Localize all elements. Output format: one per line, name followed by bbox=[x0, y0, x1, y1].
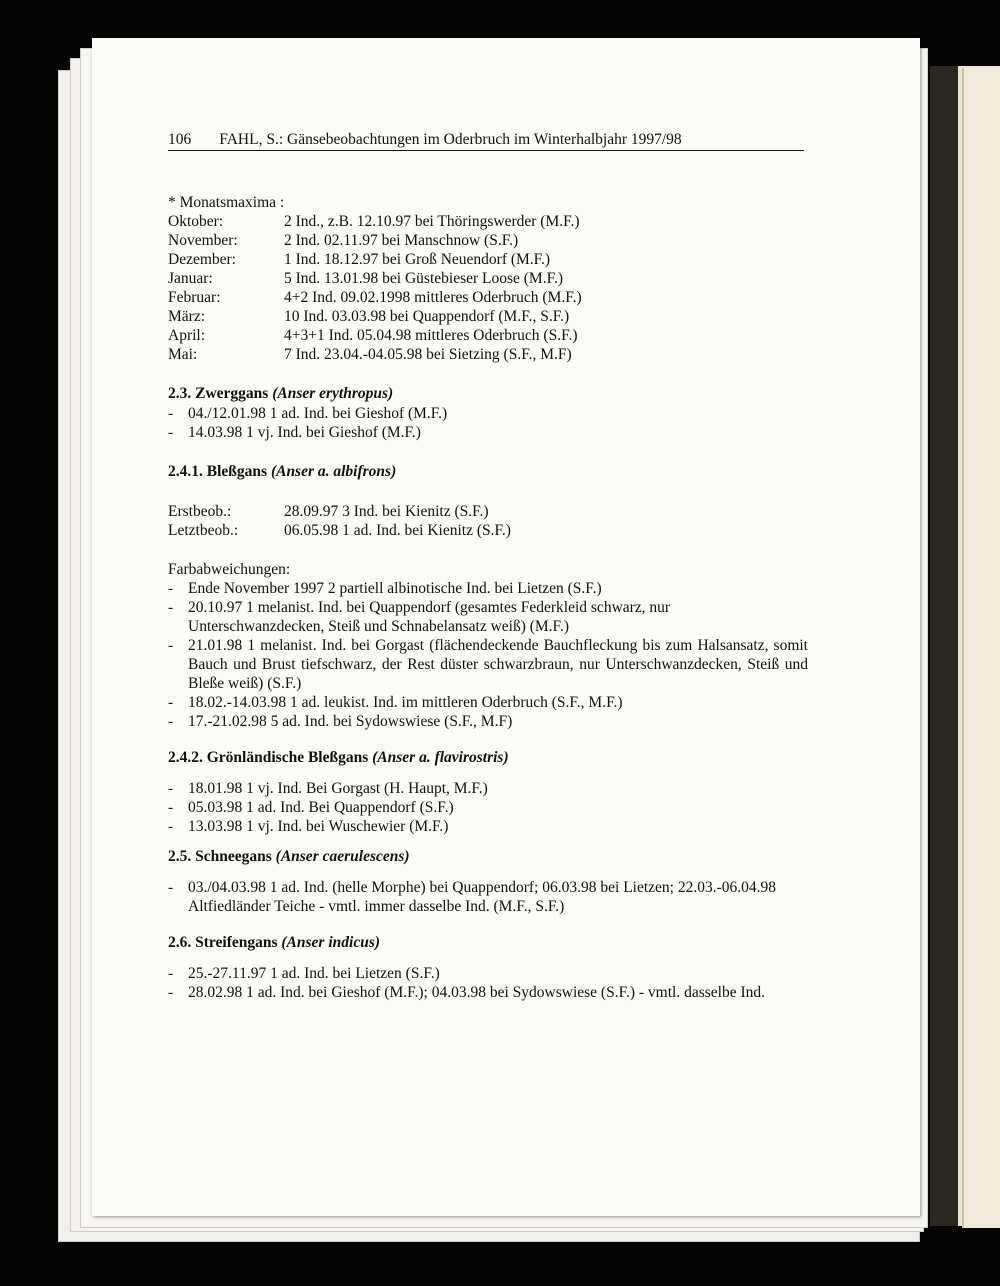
erstbeob-row bbox=[168, 502, 808, 521]
monatsmaxima-row bbox=[168, 307, 808, 326]
heading-latin: (Anser a. flavirostris) bbox=[372, 749, 509, 766]
monatsmaxima-row bbox=[168, 269, 808, 288]
month-text: 2 Ind. 02.11.97 bei Manschnow (S.F.) bbox=[284, 232, 519, 249]
list-item: - 18.02.-14.03.98 1 ad. leukist. Ind. im mittleren Oderbruch (S.F., M.F.) bbox=[168, 694, 623, 711]
erstbeob-text: 28.09.97 3 Ind. bei Kienitz (S.F.) bbox=[284, 503, 489, 520]
monatsmaxima-row bbox=[168, 250, 808, 269]
item-text: 04./12.01.98 1 ad. Ind. bei Gieshof (M.F.) bbox=[188, 405, 448, 422]
item-text: 13.03.98 1 vj. Ind. bei Wuschewier (M.F.) bbox=[188, 818, 449, 835]
erstbeob-label: Erstbeob.: bbox=[168, 503, 232, 520]
month-text: 7 Ind. 23.04.-04.05.98 bei Sietzing (S.F., M.F) bbox=[284, 346, 572, 363]
month-text: 4+2 Ind. 09.02.1998 mittleres Oderbruch (M.F.) bbox=[284, 289, 582, 306]
monatsmaxima-row bbox=[168, 288, 808, 307]
month-label: Januar: bbox=[168, 270, 213, 287]
section-heading-2-6 bbox=[168, 933, 808, 953]
heading-latin: (Anser indicus) bbox=[281, 934, 381, 951]
month-text: 2 Ind., z.B. 12.10.97 bei Thöringswerder (M.F.) bbox=[284, 213, 580, 230]
month-label: Oktober: bbox=[168, 213, 224, 230]
monatsmaxima-row bbox=[168, 231, 808, 250]
month-text: 1 Ind. 18.12.97 bei Groß Neuendorf (M.F.) bbox=[284, 251, 551, 268]
list-item: - 04./12.01.98 1 ad. Ind. bei Gieshof (M.F.) bbox=[168, 405, 448, 422]
header-title: FAHL, S.: Gänsebeobachtungen im Oderbruch im Winterhalbjahr 1997/98 bbox=[219, 131, 682, 148]
page-number: 106 bbox=[168, 131, 192, 148]
list-item: - 14.03.98 1 vj. Ind. bei Gieshof (M.F.) bbox=[168, 424, 421, 441]
letztbeob-text: 06.05.98 1 ad. Ind. bei Kienitz (S.F.) bbox=[284, 522, 511, 539]
month-label: März: bbox=[168, 308, 206, 325]
month-text: 5 Ind. 13.01.98 bei Güstebieser Loose (M.F.) bbox=[284, 270, 564, 287]
list-item: - 05.03.98 1 ad. Ind. Bei Quappendorf (S.F.) bbox=[168, 799, 454, 816]
list-item: - 13.03.98 1 vj. Ind. bei Wuschewier (M.F.) bbox=[168, 818, 449, 835]
list-item: - 21.01.98 1 melanist. Ind. bei Gorgast (flächendeckende Bauchfleckung bis zum Halsansatz, somit Bauch und Brust tiefschwarz, der Rest düster schwarzbraun, nur Unterschwanzdecken, Steiß und Bleße weiß) (S.F.) bbox=[168, 637, 808, 692]
list-item: - 28.02.98 1 ad. Ind. bei Gieshof (M.F.); 04.03.98 bei Sydowswiese (S.F.) - vmtl. dasselbe Ind. bbox=[168, 984, 765, 1001]
month-label: Mai: bbox=[168, 346, 198, 363]
heading-text: 2.4.2. Grönländische Bleßgans bbox=[168, 749, 369, 766]
heading-text: 2.5. Schneegans bbox=[168, 848, 272, 865]
list-item: - 03./04.03.98 1 ad. Ind. (helle Morphe) bei Quappendorf; 06.03.98 bei Lietzen; 22.03.-06.04.98 Altfiedländer Teiche - vmtl. immer dasselbe Ind. (M.F., S.F.) bbox=[168, 879, 777, 915]
month-text: 4+3+1 Ind. 05.04.98 mittleres Oderbruch (S.F.) bbox=[284, 327, 578, 344]
heading-text: 2.6. Streifengans bbox=[168, 934, 278, 951]
item-text: 17.-21.02.98 5 ad. Ind. bei Sydowswiese (S.F., M.F) bbox=[188, 713, 513, 730]
month-text: 10 Ind. 03.03.98 bei Quappendorf (M.F., S.F.) bbox=[284, 308, 570, 325]
item-text: 05.03.98 1 ad. Ind. Bei Quappendorf (S.F.) bbox=[188, 799, 454, 816]
item-text: 28.02.98 1 ad. Ind. bei Gieshof (M.F.); 04.03.98 bei Sydowswiese (S.F.) - vmtl. dasselbe Ind. bbox=[188, 984, 765, 1001]
month-label: Februar: bbox=[168, 289, 221, 306]
item-text: 25.-27.11.97 1 ad. Ind. bei Lietzen (S.F.) bbox=[188, 965, 440, 982]
section-heading-2-3 bbox=[168, 384, 808, 404]
item-text: 18.02.-14.03.98 1 ad. leukist. Ind. im mittleren Oderbruch (S.F., M.F.) bbox=[188, 694, 623, 711]
item-text: Ende November 1997 2 partiell albinotische Ind. bei Lietzen (S.F.) bbox=[188, 580, 602, 597]
monatsmaxima-row bbox=[168, 326, 808, 345]
item-text: 14.03.98 1 vj. Ind. bei Gieshof (M.F.) bbox=[188, 424, 421, 441]
section-heading-2-4-2 bbox=[168, 748, 808, 768]
heading-latin: (Anser erythropus) bbox=[272, 385, 394, 402]
heading-text: 2.4.1. Bleßgans bbox=[168, 463, 268, 480]
list-item: - Ende November 1997 2 partiell albinotische Ind. bei Lietzen (S.F.) bbox=[168, 580, 602, 597]
list-item: - 18.01.98 1 vj. Ind. Bei Gorgast (H. Haupt, M.F.) bbox=[168, 780, 488, 797]
list-item: - 17.-21.02.98 5 ad. Ind. bei Sydowswiese (S.F., M.F) bbox=[168, 713, 513, 730]
page-content bbox=[168, 130, 808, 1002]
list-item: - 25.-27.11.97 1 ad. Ind. bei Lietzen (S.F.) bbox=[168, 965, 440, 982]
section-heading-2-4-1 bbox=[168, 462, 808, 482]
item-text: 18.01.98 1 vj. Ind. Bei Gorgast (H. Haupt, M.F.) bbox=[188, 780, 488, 797]
month-label: Dezember: bbox=[168, 251, 236, 268]
heading-text: 2.3. Zwerggans bbox=[168, 385, 269, 402]
month-label: April: bbox=[168, 327, 206, 344]
facing-page-edge bbox=[962, 68, 1000, 1228]
item-text: 20.10.97 1 melanist. Ind. bei Quappendorf (gesamtes Federkleid schwarz, nur Unterschwanzdecken, Steiß und Schnabelansatz weiß) (M.F.) bbox=[188, 599, 671, 635]
letztbeob-label: Letztbeob.: bbox=[168, 522, 239, 539]
month-label: November: bbox=[168, 232, 238, 249]
monatsmaxima-row bbox=[168, 345, 808, 364]
heading-latin: (Anser a. albifrons) bbox=[270, 463, 397, 480]
heading-latin: (Anser caerulescens) bbox=[275, 848, 410, 865]
item-text: 21.01.98 1 melanist. Ind. bei Gorgast (flächendeckende Bauchfleckung bis zum Halsansatz, somit Bauch und Brust tiefschwarz, der Rest düster schwarzbraun, nur Unterschwanzdecken, Steiß und Bleße weiß) (S.F.) bbox=[188, 637, 808, 692]
monatsmaxima-row bbox=[168, 212, 808, 231]
book-gutter bbox=[930, 66, 958, 1226]
monatsmaxima-title: * Monatsmaxima : bbox=[168, 194, 285, 211]
letztbeob-row bbox=[168, 521, 808, 540]
section-heading-2-5 bbox=[168, 847, 808, 867]
running-header bbox=[168, 130, 804, 151]
list-item: - 20.10.97 1 melanist. Ind. bei Quappendorf (gesamtes Federkleid schwarz, nur Unterschwanzdecken, Steiß und Schnabelansatz weiß) (M.F.) bbox=[168, 599, 671, 635]
farbabweichungen-title: Farbabweichungen: bbox=[168, 561, 291, 578]
item-text: 03./04.03.98 1 ad. Ind. (helle Morphe) bei Quappendorf; 06.03.98 bei Lietzen; 22.03.-06.04.98 Altfiedländer Teiche - vmtl. immer dasselbe Ind. (M.F., S.F.) bbox=[188, 879, 777, 915]
